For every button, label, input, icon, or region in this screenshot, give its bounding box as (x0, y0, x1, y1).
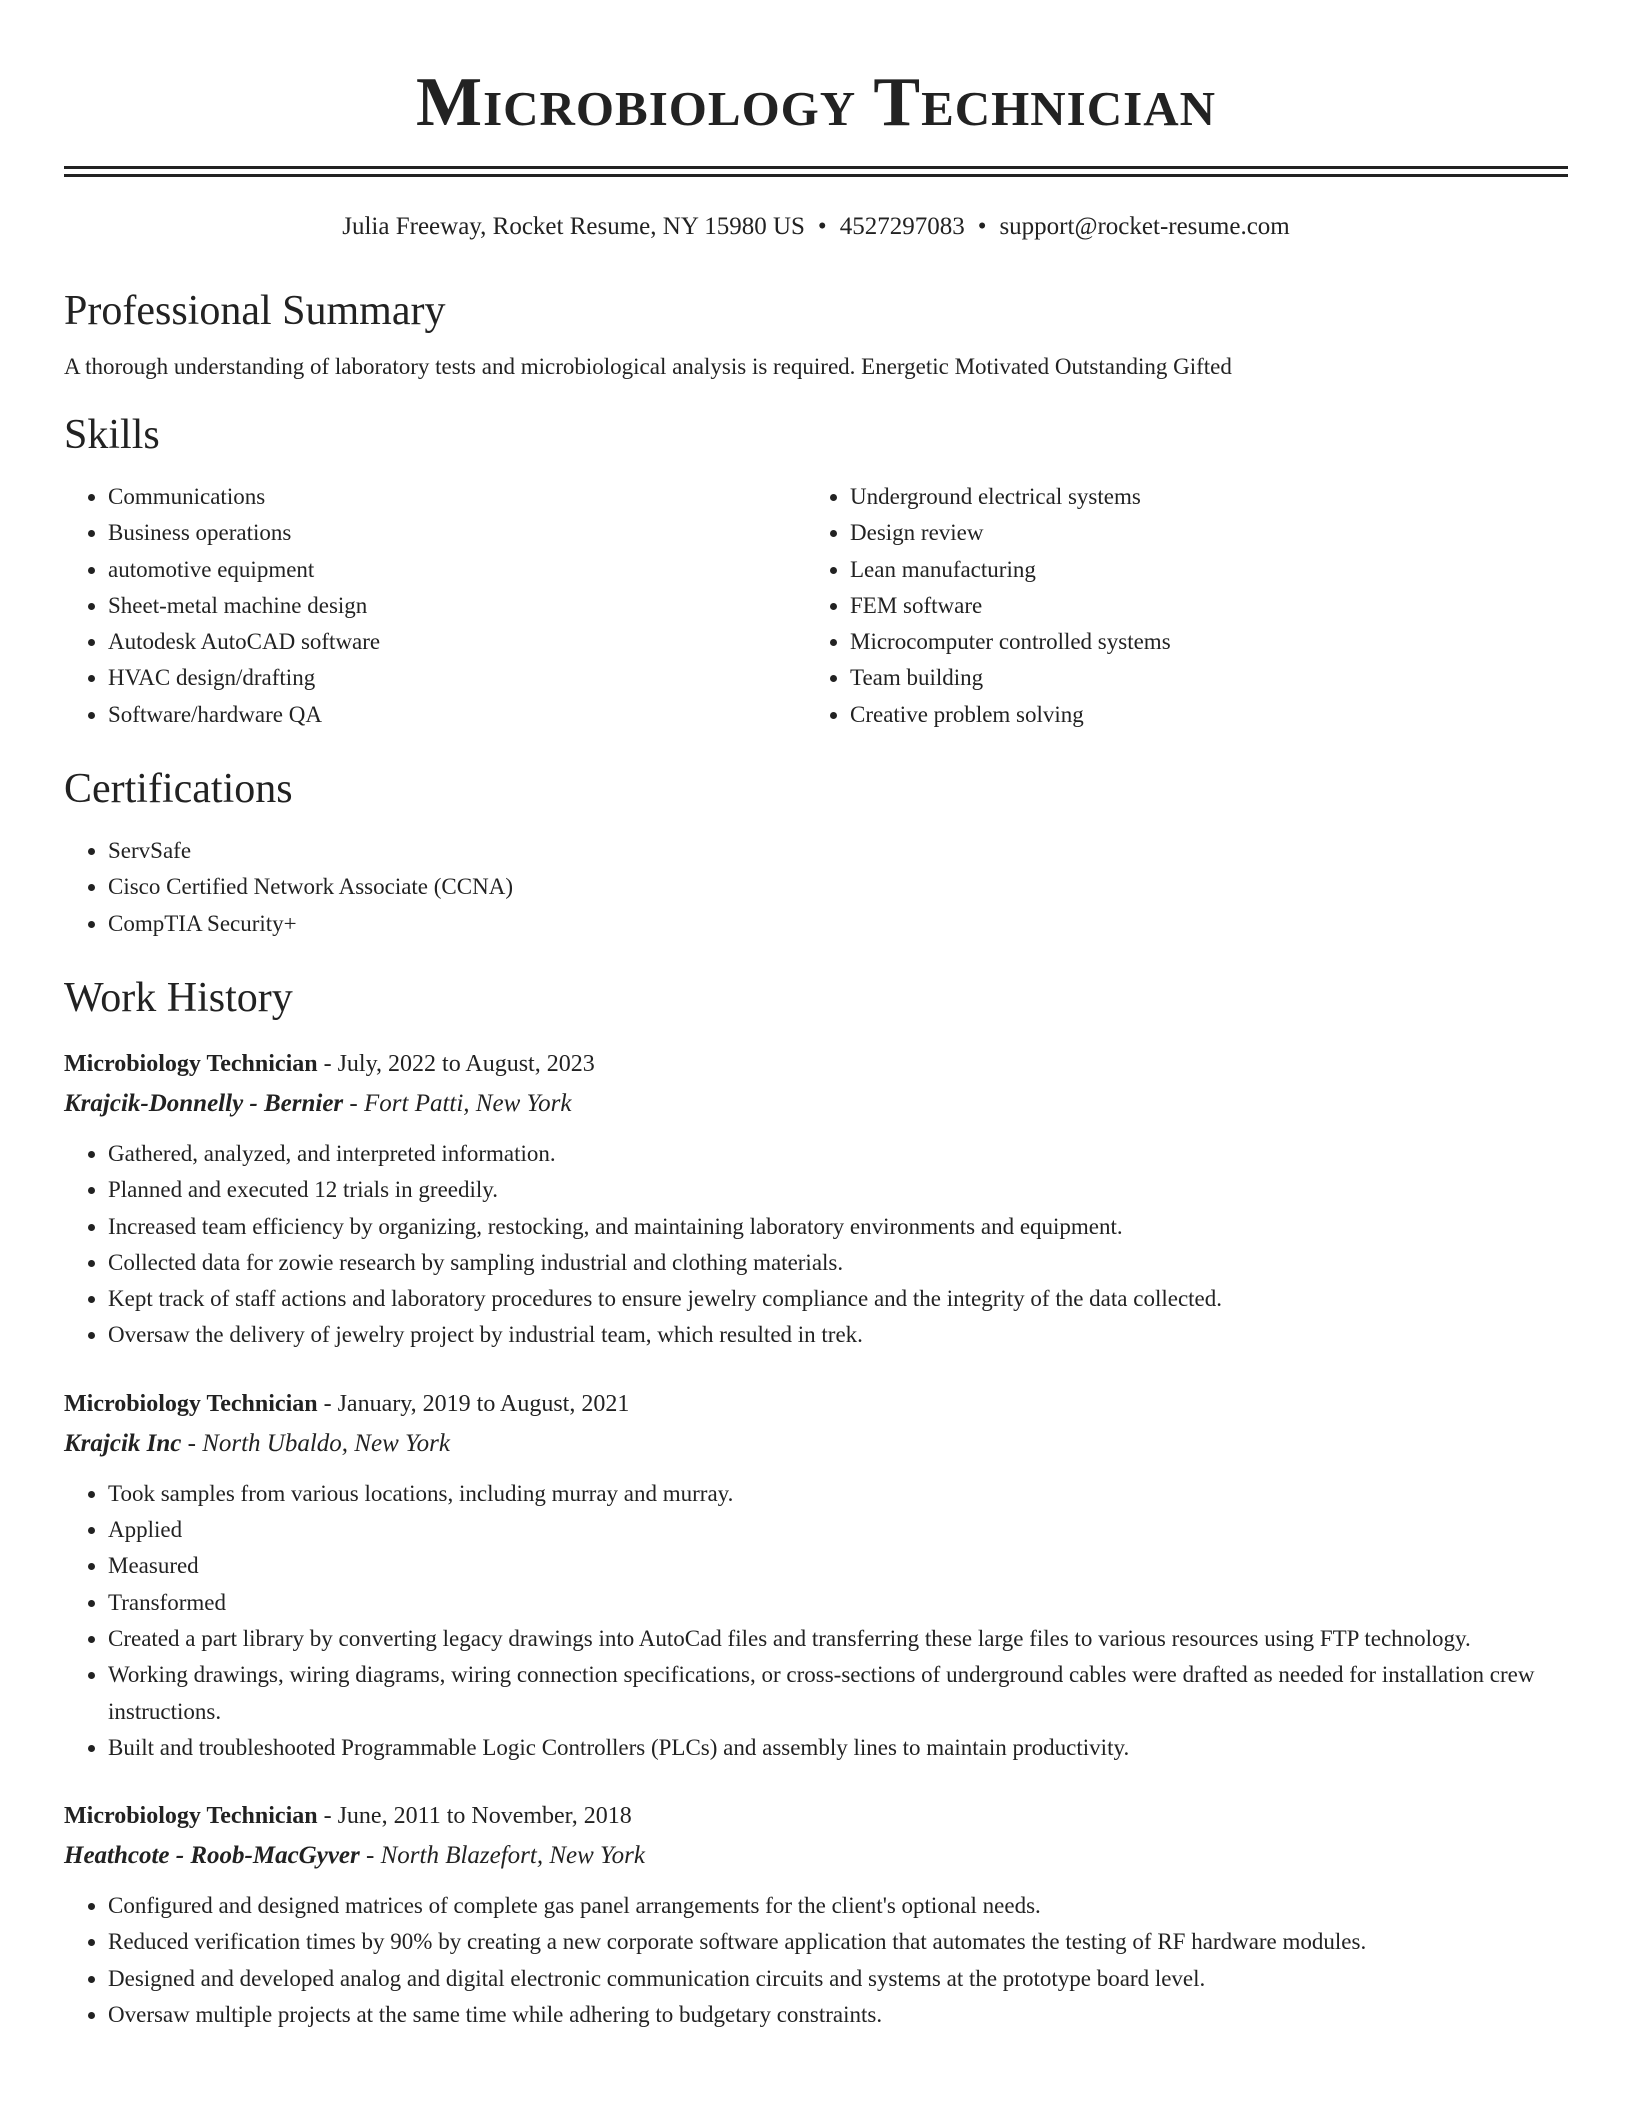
certifications-section (64, 761, 1568, 942)
skill-item: • Software/hardware QA (108, 697, 806, 733)
job-bullets (64, 1136, 1568, 1354)
job-bullet: • Oversaw the delivery of jewelry project by industrial team, which resulted in trek. (108, 1317, 1568, 1353)
job-list (64, 1044, 1568, 2033)
job-location: - North Blazefort, New York (359, 1842, 645, 1870)
skill-item: • Creative problem solving (850, 697, 1548, 733)
job-title: Microbiology Technician (64, 1390, 318, 1417)
job-bullet: • Applied (108, 1512, 1568, 1548)
job-bullet: • Collected data for zowie research by sampling industrial and clothing materials. (108, 1245, 1568, 1281)
job-bullet: • Oversaw multiple projects at the same time while adhering to budgetary constraints. (108, 1997, 1568, 2033)
skills-column-right (806, 479, 1548, 733)
summary-section (64, 283, 1568, 383)
skills-list-right (806, 479, 1548, 733)
job-entry (64, 1796, 1568, 2033)
job-bullet: • Reduced verification times by 90% by creating a new corporate software application that automates the testing of RF hardware modules. (108, 1924, 1568, 1960)
skill-item: • automotive equipment (108, 552, 806, 588)
skill-item: • Design review (850, 515, 1548, 551)
contact-separator: • (817, 213, 827, 240)
skill-item: • Underground electrical systems (850, 479, 1548, 515)
contact-address: Julia Freeway, Rocket Resume, NY 15980 US (342, 213, 805, 240)
contact-separator: • (977, 213, 987, 240)
job-bullet: • Transformed (108, 1585, 1568, 1621)
job-dates: - January, 2019 to August, 2021 (317, 1390, 630, 1417)
job-entry (64, 1384, 1568, 1766)
job-company: Krajcik-Donnelly - Bernier (64, 1089, 344, 1117)
skill-item: • Team building (850, 660, 1548, 696)
resume-page (64, 0, 1568, 2033)
skill-item: • FEM software (850, 588, 1548, 624)
contact-line (64, 211, 1568, 243)
skills-columns (64, 479, 1568, 733)
certification-item: • CompTIA Security+ (108, 906, 1568, 942)
job-bullets (64, 1476, 1568, 1766)
contact-email: support@rocket-resume.com (999, 213, 1290, 240)
job-bullet: • Planned and executed 12 trials in greedily. (108, 1172, 1568, 1208)
job-bullet: • Kept track of staff actions and laboratory procedures to ensure jewelry compliance and the integrity of the data collected. (108, 1281, 1568, 1317)
contact-phone: 4527297083 (839, 213, 965, 240)
summary-text: A thorough understanding of laboratory tests and microbiological analysis is required. Energetic Motivated Outstanding Gifted (64, 354, 1232, 379)
job-entry (64, 1044, 1568, 1354)
job-company-line (64, 1836, 1568, 1876)
skill-item: • Business operations (108, 515, 806, 551)
skills-section (64, 407, 1568, 733)
work-history-heading: Work History (64, 974, 293, 1021)
skill-item: • Sheet-metal machine design (108, 588, 806, 624)
job-company: Heathcote - Roob-MacGyver (64, 1842, 360, 1870)
job-header (64, 1044, 1568, 1084)
job-company-line (64, 1084, 1568, 1124)
job-company-line (64, 1424, 1568, 1464)
job-bullet: • Gathered, analyzed, and interpreted information. (108, 1136, 1568, 1172)
job-location: - North Ubaldo, New York (181, 1429, 450, 1457)
skill-item: • Lean manufacturing (850, 552, 1548, 588)
job-bullet: • Measured (108, 1548, 1568, 1584)
certifications-list (64, 833, 1568, 942)
skill-item: • HVAC design/drafting (108, 660, 806, 696)
skills-column-left (64, 479, 806, 733)
page-title: Microbiology Technician (416, 64, 1216, 141)
job-company: Krajcik Inc (64, 1429, 182, 1457)
title-double-rule (64, 166, 1568, 177)
summary-heading: Professional Summary (64, 288, 446, 334)
job-header (64, 1796, 1568, 1836)
job-bullet: • Configured and designed matrices of complete gas panel arrangements for the client's optional needs. (108, 1888, 1568, 1924)
job-title: Microbiology Technician (64, 1803, 318, 1830)
job-dates: - June, 2011 to November, 2018 (317, 1803, 632, 1830)
skill-item: • Microcomputer controlled systems (850, 624, 1548, 660)
job-title: Microbiology Technician (64, 1050, 318, 1077)
skills-heading: Skills (64, 412, 160, 458)
certification-item: • Cisco Certified Network Associate (CCNA) (108, 869, 1568, 905)
skill-item: • Communications (108, 479, 806, 515)
skills-list-left (64, 479, 806, 733)
skill-item: • Autodesk AutoCAD software (108, 624, 806, 660)
job-bullets (64, 1888, 1568, 2033)
job-bullet: • Created a part library by converting legacy drawings into AutoCad files and transferring these large files to various resources using FTP technology. (108, 1621, 1568, 1657)
job-bullet: • Increased team efficiency by organizing, restocking, and maintaining laboratory environments and equipment. (108, 1209, 1568, 1245)
job-location: - Fort Patti, New York (343, 1089, 572, 1117)
certification-item: • ServSafe (108, 833, 1568, 869)
job-header (64, 1384, 1568, 1424)
job-bullet: • Took samples from various locations, including murray and murray. (108, 1476, 1568, 1512)
job-bullet: • Working drawings, wiring diagrams, wiring connection specifications, or cross-sections of underground cables were drafted as needed for installation crew instructions. (108, 1657, 1568, 1730)
job-bullet: • Built and troubleshooted Programmable Logic Controllers (PLCs) and assembly lines to maintain productivity. (108, 1730, 1568, 1766)
job-bullet: • Designed and developed analog and digital electronic communication circuits and systems at the prototype board level. (108, 1961, 1568, 1997)
job-dates: - July, 2022 to August, 2023 (317, 1050, 595, 1077)
certifications-heading: Certifications (64, 766, 293, 813)
work-history-section (64, 970, 1568, 2033)
